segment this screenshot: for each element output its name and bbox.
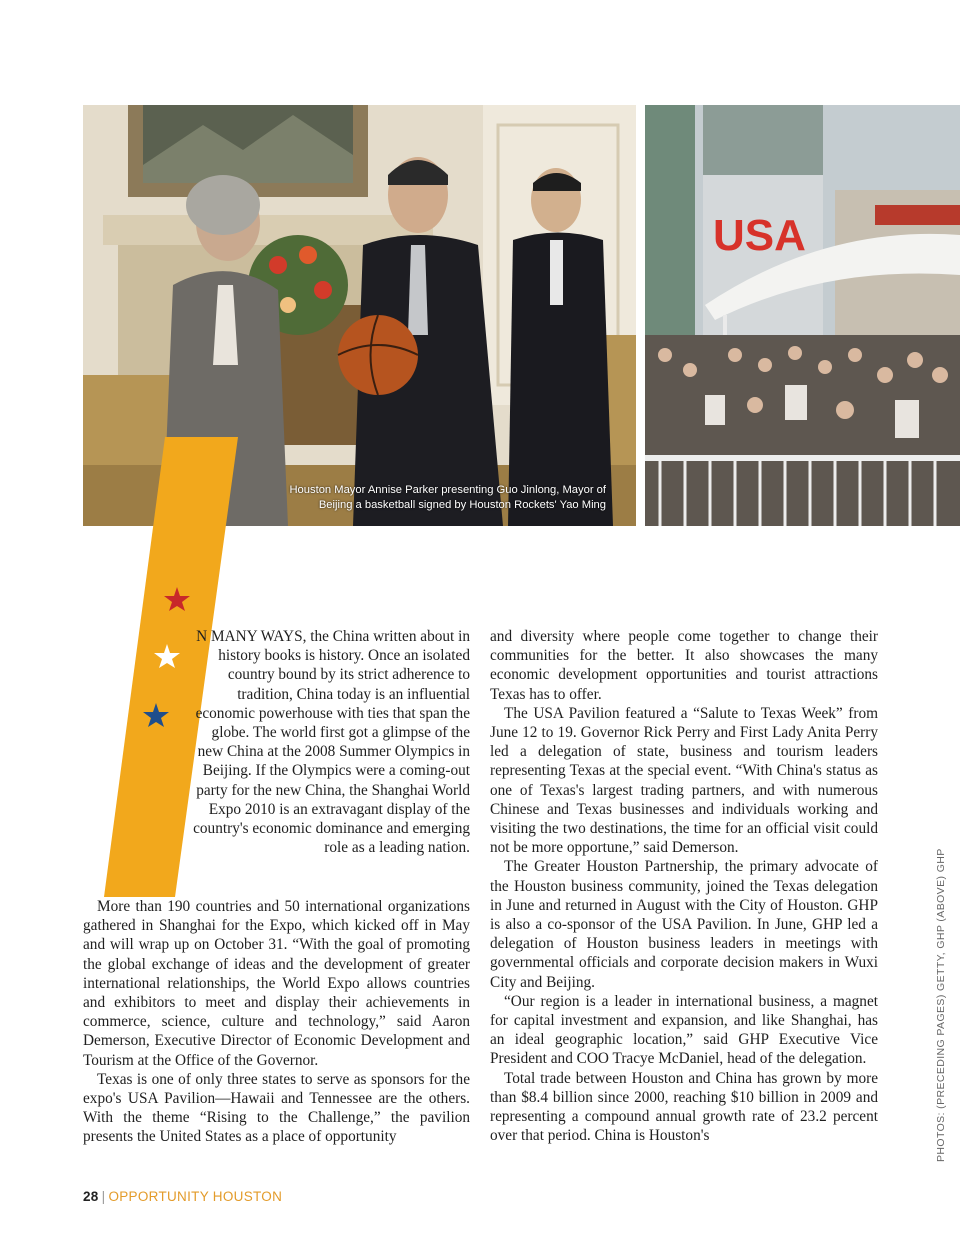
paragraph-trade: Total trade between Houston and China has grown by more than $8.4 billion since 2000, reaching $10 billion in 2009 and representing a compound annual growth rate of 23.2 percent over that period. China is Houston's [490, 1069, 878, 1145]
paragraph-quote-mcdaniel: “Our region is a leader in international business, a magnet for capital investment and expansion, and like Shanghai, has an ideal geographic location,” said GHP Executive Vice President and COO Tracye McDaniel, head of the delegation. [490, 992, 878, 1068]
article-column-right [490, 627, 878, 1145]
footer-separator: | [101, 1189, 106, 1204]
page-footer [83, 1189, 282, 1204]
photo-usa-pavilion [645, 105, 960, 526]
usa-sign: USA [713, 211, 806, 260]
page-number: 28 [83, 1189, 99, 1204]
article-column-left [83, 627, 470, 1147]
photo-pavilion-scene [645, 105, 960, 526]
paragraph-texas-sponsor: Texas is one of only three states to serve as sponsors for the expo's USA Pavilion—Hawaii and Tennessee are the others. With the theme “Rising to the Challenge,” the pavilion presents the United States as a place of opportunity [83, 1070, 470, 1146]
opening-paragraph: N MANY WAYS, the China written about in history books is history. Once an isolated country bound by its strict adherence to tradition, China today is an influential economic powerhouse with ties that span the globe. The world first got a glimpse of the new China at the 2008 Summer Olympics in Beijing. If the Olympics were a coming-out party for the new China, the Shanghai World Expo 2010 is an extravagant display of the country's economic dominance and emerging role as a leading nation. [193, 628, 470, 857]
paragraph-ghp: The Greater Houston Partnership, the primary advocate of the Houston business community, joined the Texas delegation in June and returned in August with the City of Houston. GHP is also a co-sponsor of the USA Pavilion. In June, GHP led a delegation of Houston business leaders in meetings with governmental officials and corporate decision makers in Wuxi City and Beijing. [490, 858, 878, 991]
photo-credit: PHOTOS: (PRECEDING PAGES) GETTY, GHP (ABOVE) GHP [935, 848, 947, 1162]
publication-name: OPPORTUNITY HOUSTON [108, 1189, 283, 1204]
paragraph-expo-countries: More than 190 countries and 50 international organizations gathered in Shanghai for the Expo, which kicked off in May and will wrap up on October 31. “With the goal of promoting the global exchange of ideas and the development of greater international relationships, the World Expo allows countries and exhibitors to meet and display their achievements in commerce, science, culture and technology,” said Aaron Demerson, Executive Director of Economic Development and Tourism at the Office of the Governor. [83, 898, 470, 1069]
paragraph-salute-texas: The USA Pavilion featured a “Salute to Texas Week” from June 12 to 19. Governor Rick Perry and First Lady Anita Perry led a delegation of state, business and tourism leaders representing Texas at the special event. “With China's status as one of Texas's largest trading partners, and with numerous Chinese and Texas businesses and individuals working and visiting the two destinations, the time for an official visit could not be more opportune,” said Demerson. [490, 704, 878, 857]
photo-caption: Houston Mayor Annise Parker presenting Guo Jinlong, Mayor of Beijing a basketball signed by Houston Rockets' Yao Ming [289, 484, 606, 511]
paragraph-diversity: and diversity where people come together to change their communities for the better. It also showcases the many economic development opportunities and tourist attractions Texas has to offer. [490, 628, 878, 703]
